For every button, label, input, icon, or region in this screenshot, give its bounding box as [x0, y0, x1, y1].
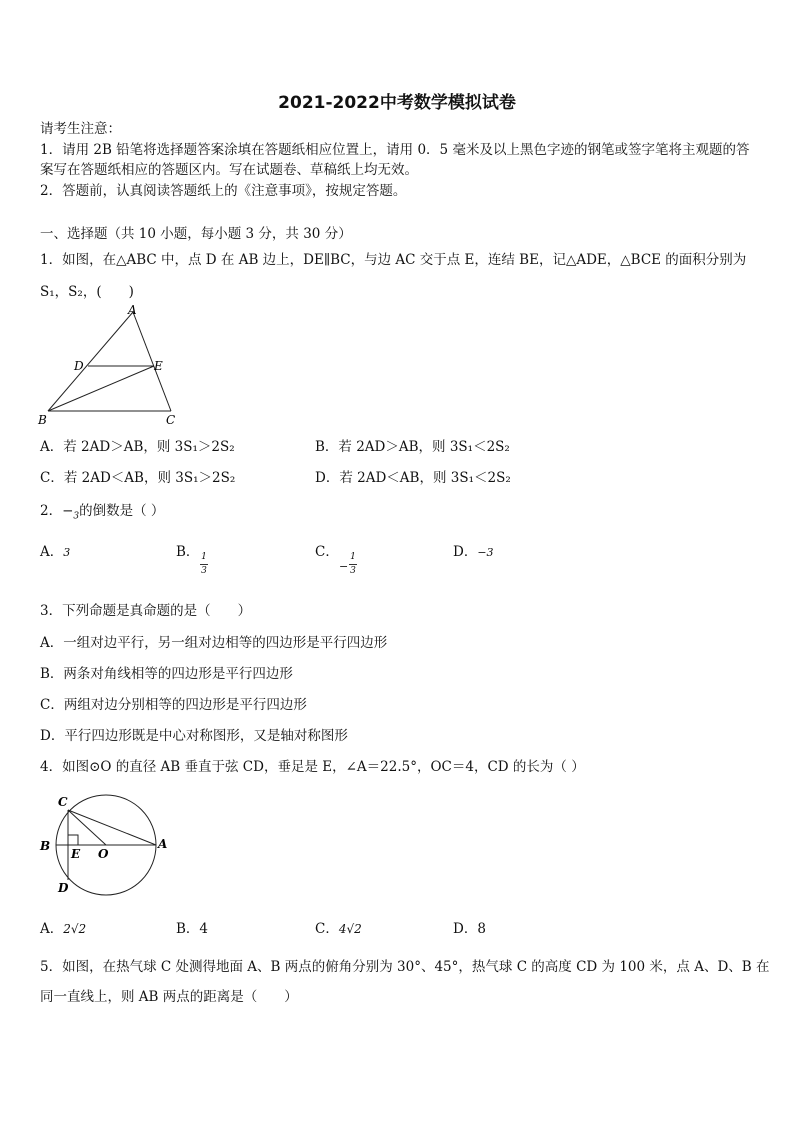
q4-option-c-label: C． — [315, 921, 339, 937]
q4-label-e: E — [71, 847, 81, 861]
section-heading: 一、选择题（共 10 小题，每小题 3 分，共 30 分） — [40, 226, 352, 242]
q2-option-d — [453, 543, 494, 562]
q2-option-d-label: D． — [453, 544, 478, 560]
q5-stem-line-2: 同一直线上，则 AB 两点的距离是（ ） — [40, 989, 298, 1005]
q1-triangle-figure — [36, 302, 186, 428]
q1-stem-line-1: 1．如图，在△ABC 中，点 D 在 AB 边上，DE∥BC，与边 AC 交于点 E，连结 BE，记△ADE，△BCE 的面积分别为 — [40, 252, 747, 268]
q2-option-c-numerator: 1 — [350, 552, 356, 562]
q3-option-c: C．两组对边分别相等的四边形是平行四边形 — [40, 697, 307, 713]
q2-option-a — [40, 543, 70, 562]
q4-circle-figure — [36, 790, 176, 900]
q1-option-c: C．若 2AD＜AB，则 3S₁＞2S₂ — [40, 470, 236, 486]
q3-option-b: B．两条对角线相等的四边形是平行四边形 — [40, 666, 293, 682]
q5-stem-line-1: 5．如图，在热气球 C 处测得地面 A、B 两点的俯角分别为 30°、45°，热气球 C 的高度 CD 为 100 米，点 A、D、B 在 — [40, 959, 770, 975]
q2-option-d-value: −3 — [477, 546, 494, 559]
q4-label-c: C — [58, 795, 68, 809]
notice-line-3: 2．答题前，认真阅读答题纸上的《注意事项》，按规定答题。 — [40, 183, 407, 199]
q1-label-a: A — [128, 303, 137, 317]
q2-option-c-minus: − — [339, 560, 349, 573]
q4-option-a — [40, 920, 86, 938]
q2-subscript: 3 — [73, 511, 80, 522]
q3-option-d: D．平行四边形既是中心对称图形，又是轴对称图形 — [40, 728, 348, 744]
q4-option-c — [315, 920, 362, 938]
q1-label-c: C — [166, 413, 176, 427]
q4-option-a-value: 2√2 — [63, 922, 87, 936]
q2-stem — [40, 502, 164, 526]
q2-option-c-denominator: 3 — [350, 566, 356, 576]
q1-label-b: B — [38, 413, 47, 427]
q1-option-d: D．若 2AD＜AB，则 3S₁＜2S₂ — [315, 470, 511, 486]
q2-option-c-label: C． — [315, 544, 339, 560]
q4-option-b: B．4 — [176, 921, 209, 937]
q1-option-a: A．若 2AD＞AB，则 3S₁＞2S₂ — [40, 439, 235, 455]
q4-label-o: O — [98, 847, 109, 861]
q4-stem: 4．如图⊙O 的直径 AB 垂直于弦 CD，垂足是 E，∠A＝22.5°，OC＝4，CD 的长为（ ） — [40, 759, 585, 775]
q4-option-d: D．8 — [453, 921, 486, 937]
q4-option-c-value: 4√2 — [338, 922, 362, 936]
q1-stem-line-2: S₁，S₂，( ) — [40, 284, 134, 300]
q1-label-e: E — [154, 359, 163, 373]
q2-option-b-label: B． — [176, 544, 200, 560]
q2-number: 2． — [40, 503, 63, 519]
q4-label-a: A — [158, 837, 168, 851]
q2-option-b-numerator: 1 — [201, 552, 207, 562]
q2-option-c-fraction-bar — [349, 564, 357, 565]
notice-line-2: 案写在答题纸相应的答题区内。写在试题卷、草稿纸上均无效。 — [40, 162, 418, 178]
page-title: 2021-2022中考数学模拟试卷 — [278, 93, 516, 113]
q2-option-a-value: 3 — [63, 546, 71, 559]
q3-option-a: A．一组对边平行，另一组对边相等的四边形是平行四边形 — [40, 635, 388, 651]
q4-option-a-label: A． — [40, 921, 64, 937]
q2-minus-sign: − — [62, 503, 74, 519]
q3-stem: 3．下列命题是真命题的是（ ） — [40, 603, 252, 619]
notice-line-1: 1．请用 2B 铅笔将选择题答案涂填在答题纸相应位置上，请用 0．5 毫米及以上黑色字迹的钢笔或签字笔将主观题的答 — [40, 142, 750, 158]
q2-stem-rest: 的倒数是（ ） — [79, 503, 165, 519]
q2-option-b-denominator: 3 — [201, 566, 207, 576]
q2-option-a-label: A． — [40, 544, 64, 560]
q4-label-d: D — [58, 881, 69, 895]
notice-heading: 请考生注意： — [40, 121, 121, 137]
q1-label-d: D — [74, 359, 84, 373]
q2-option-b-fraction-bar — [200, 564, 208, 565]
q4-label-b: B — [40, 839, 51, 853]
q1-option-b: B．若 2AD＞AB，则 3S₁＜2S₂ — [315, 439, 510, 455]
